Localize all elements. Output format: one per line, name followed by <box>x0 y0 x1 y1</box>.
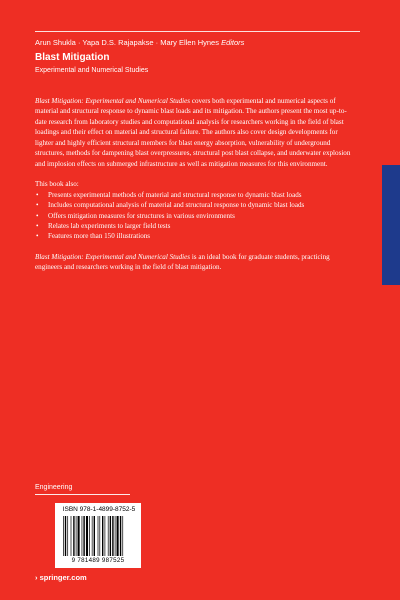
book-subtitle: Experimental and Numerical Studies <box>35 67 149 74</box>
feature-list <box>35 190 353 242</box>
closing-paragraph <box>35 252 353 273</box>
footer-rule <box>35 494 130 495</box>
bullet-icon: • <box>36 190 39 199</box>
authors-line <box>35 38 365 48</box>
publisher-site[interactable] <box>35 573 87 583</box>
discipline-label: Engineering <box>35 484 73 491</box>
intro-paragraph <box>35 96 353 169</box>
feature-text: Relates lab experiments to larger field tests <box>48 221 171 230</box>
bullet-icon: • <box>36 221 39 230</box>
bullet-icon: • <box>36 201 39 210</box>
list-item <box>35 190 353 200</box>
feature-text: Presents experimental methods of material and structural response to dynamic blast loads <box>48 190 302 199</box>
closing-text: is an ideal book for graduate students, practicing engineers and researchers working in the field of blast mitigation. <box>35 252 330 272</box>
barcode-digits: 9 781489 987525 <box>71 557 125 564</box>
intro-text: covers both experimental and numerical aspects of material and structural response to dynamic blast loads and its mitigation. The authors present the most up-to-date research from laboratory studies and computational analysis for researchers working in the field of blast loadings and their effect on material and structural failure. The authors also cover design developments for lighter and highly efficient structural members for blast energy absorption, vulnerability of underground structures, methods for dampening blast overpressures, structural post blast collapse, and underwater explosion and implosion effects on submerged infrastructure as well as mitigation measures for this environment. <box>35 97 351 168</box>
barcode <box>55 503 141 568</box>
authors-names: Arun Shukla · Yapa D.S. Rajapakse · Mary Ellen Hynes <box>35 38 219 47</box>
arrow-icon: › <box>35 573 38 582</box>
publisher-url[interactable]: springer.com <box>39 573 87 582</box>
header-rule <box>35 31 360 32</box>
also-heading: This book also: <box>35 180 79 189</box>
bullet-icon: • <box>36 232 39 241</box>
list-item <box>35 221 353 231</box>
list-item <box>35 231 353 241</box>
list-item <box>35 211 353 221</box>
list-item <box>35 200 353 210</box>
series-color-tab <box>382 165 400 285</box>
book-title: Blast Mitigation <box>35 52 110 63</box>
feature-text: Features more than 150 illustrations <box>48 232 151 241</box>
isbn-number: ISBN 978-1-4899-8752-5 <box>62 506 136 513</box>
feature-text: Includes computational analysis of material and structural response to dynamic blast loads <box>48 201 305 210</box>
blurb <box>35 96 353 273</box>
bullet-icon: • <box>36 211 39 220</box>
barcode-bars-icon <box>63 516 137 556</box>
intro-book-title: Blast Mitigation: Experimental and Numerical Studies <box>35 97 191 105</box>
feature-text: Offers mitigation measures for structures in various environments <box>48 211 235 220</box>
closing-book-title: Blast Mitigation: Experimental and Numerical Studies <box>35 252 191 261</box>
editors-label: Editors <box>221 38 245 47</box>
